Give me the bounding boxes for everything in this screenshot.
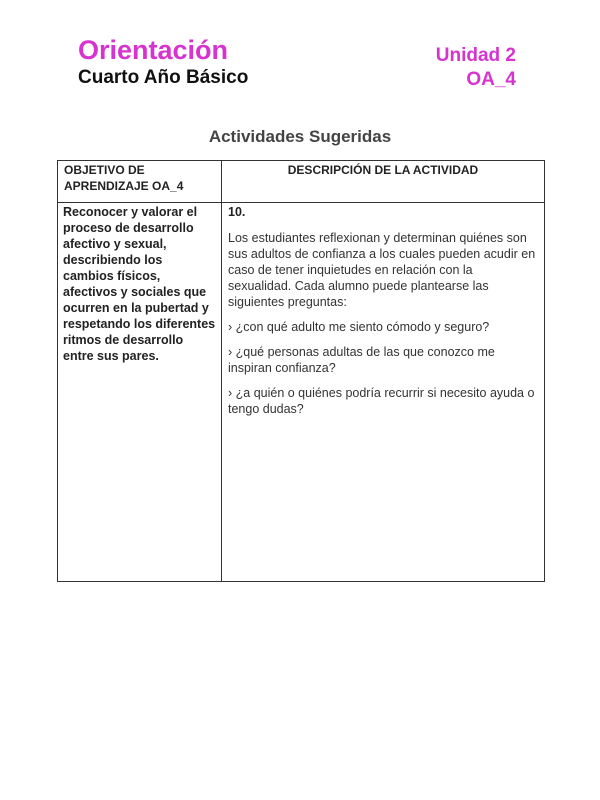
table-row [58, 203, 545, 582]
question-item: › ¿qué personas adultas de las que conozco me inspiran confianza? [228, 345, 495, 375]
objective-text: Reconocer y valorar el proceso de desarrollo afectivo y sexual, describiendo los cambios físicos, afectivos y sociales que ocurren en la pubertad y respetando los diferentes ritmos de desarrollo entre sus pares. [63, 205, 216, 363]
activity-number: 10. [228, 205, 246, 219]
objective-column-header [58, 161, 222, 203]
description-column-header-text: DESCRIPCIÓN DE LA ACTIVIDAD [287, 163, 479, 177]
objective-column-header-text: OBJETIVO DE APRENDIZAJE OA_4 [64, 163, 184, 193]
oa-code-label: OA_4 [466, 69, 516, 90]
grade-subtitle: Cuarto Año Básico [78, 67, 249, 88]
header-left [78, 34, 248, 89]
question-item: › ¿con qué adulto me siento cómodo y seguro? [228, 320, 490, 334]
unit-label: Unidad 2 [435, 45, 516, 66]
table-header-row [58, 161, 545, 203]
header-right [436, 44, 516, 92]
description-column-header [222, 161, 545, 203]
description-cell [222, 203, 545, 582]
description-paragraph: Los estudiantes reflexionan y determinan quiénes son sus adultos de confianza a los cuales pueden acudir en caso de tener inquietudes en relación con la sexualidad. Cada alumno puede plantearse las siguientes preguntas: [228, 231, 536, 309]
question-item: › ¿a quién o quiénes podría recurrir si necesito ayuda o tengo dudas? [228, 386, 535, 416]
activity-table [57, 160, 545, 582]
section-title: Actividades Sugeridas [208, 127, 392, 146]
subject-title: Orientación [78, 35, 229, 65]
objective-cell [58, 203, 222, 582]
